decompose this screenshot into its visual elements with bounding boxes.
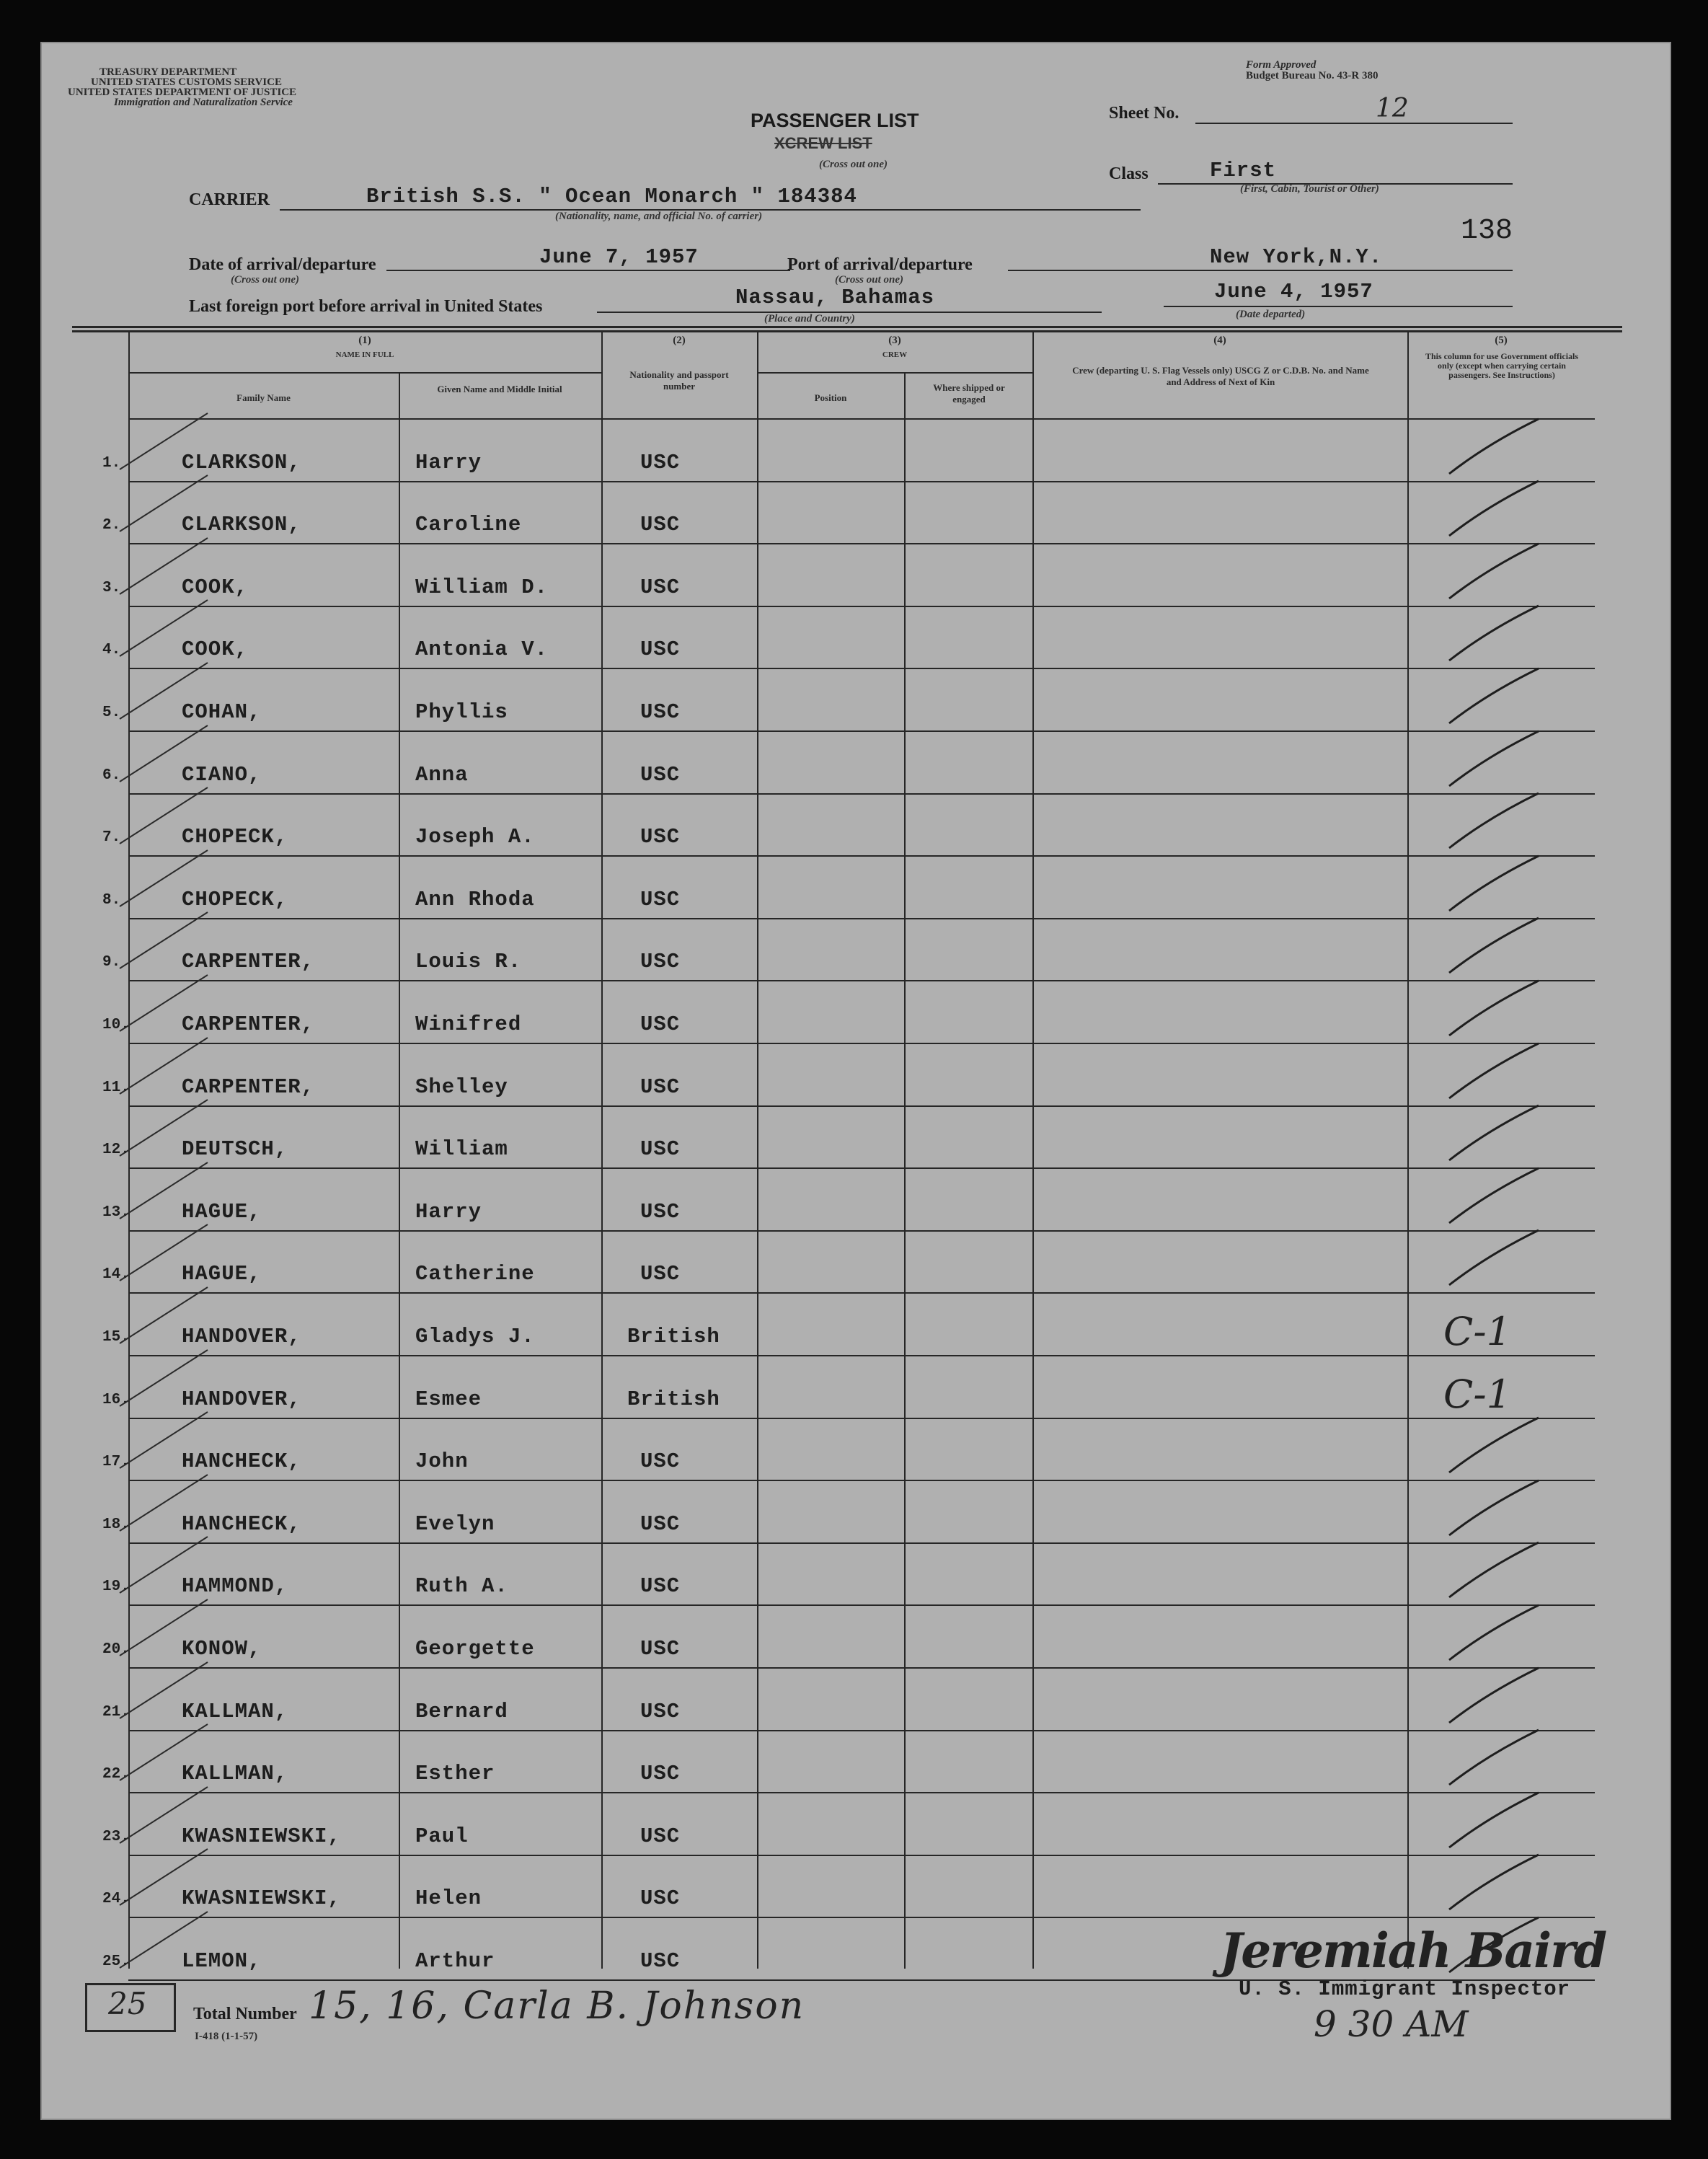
row-number: 24. [102, 1891, 130, 1907]
nationality: USC [640, 1574, 681, 1598]
row-number: 21. [102, 1704, 130, 1721]
nationality: USC [640, 1886, 681, 1910]
col2-title: Nationality and passport number [629, 369, 729, 392]
official-mark: C-1 [1443, 1372, 1511, 1417]
given-name: Winifred [415, 1012, 522, 1036]
total-value: 25 [108, 1986, 147, 2021]
row-check-mark [117, 1907, 211, 1972]
row-rule [128, 1730, 1595, 1731]
row-check-mark [117, 1595, 211, 1660]
family-name: HANDOVER, [182, 1387, 301, 1411]
agency-line-4: Immigration and Naturalization Service [114, 97, 293, 108]
family-name: CIANO, [182, 763, 262, 787]
arrival-label: Date of arrival/departure [189, 255, 376, 274]
col1-title: NAME IN FULL [335, 350, 394, 359]
row-rule [128, 1292, 1595, 1294]
family-name: HAMMOND, [182, 1574, 288, 1598]
row-rule [128, 730, 1595, 732]
last-port-value: Nassau, Bahamas [735, 286, 935, 309]
col1-number: (1) [358, 335, 371, 346]
given-name: Bernard [415, 1700, 508, 1723]
inspector-label: U. S. Immigrant Inspector [1239, 1977, 1571, 2001]
col5-title: This column for use Government officials only (except when carrying certain passengers. See Instructions) [1425, 351, 1579, 380]
given-name: Evelyn [415, 1512, 495, 1536]
nationality: USC [640, 1200, 681, 1224]
official-check-mark [1445, 976, 1546, 1041]
row-rule [128, 1105, 1595, 1107]
nationality: USC [640, 950, 681, 973]
given-name: Shelley [415, 1075, 508, 1099]
row-check-mark [117, 1532, 211, 1597]
row-number: 1. [102, 455, 121, 472]
official-check-mark [1445, 664, 1546, 729]
family-name: KALLMAN, [182, 1700, 288, 1723]
agency-line-3: UNITED STATES DEPARTMENT OF JUSTICE [68, 87, 297, 98]
given-name: Joseph A. [415, 825, 535, 849]
given-name: Harry [415, 1200, 482, 1224]
row-check-mark [117, 1470, 211, 1535]
carrier-label: CARRIER [189, 190, 270, 209]
last-port-label: Last foreign port before arrival in United States [189, 297, 543, 316]
row-check-mark [117, 971, 211, 1036]
crossed-crew-list: XCREW LIST [774, 134, 872, 152]
sheet-number: 12 [1376, 94, 1409, 123]
row-check-mark [117, 409, 211, 474]
official-check-mark [1445, 1164, 1546, 1229]
row-check-mark [117, 1033, 211, 1098]
nationality: USC [640, 763, 681, 787]
given-name: Louis R. [415, 950, 522, 973]
port-label: Port of arrival/departure [787, 255, 973, 274]
stamp-number: 138 [1461, 215, 1513, 247]
given-name: Helen [415, 1886, 482, 1910]
family-name: KWASNIEWSKI, [182, 1886, 341, 1910]
port-hint: (Cross out one) [835, 274, 904, 286]
row-number: 8. [102, 892, 121, 909]
family-name: CARPENTER, [182, 1075, 315, 1099]
row-check-mark [117, 1220, 211, 1285]
row-number: 2. [102, 517, 121, 534]
row-number: 20. [102, 1641, 130, 1658]
given-name: Antonia V. [415, 637, 549, 661]
row-rule [128, 481, 1595, 482]
nationality: USC [640, 575, 681, 599]
official-check-mark [1445, 789, 1546, 854]
official-check-mark [1445, 539, 1546, 604]
row-check-mark [117, 783, 211, 848]
family-name: KONOW, [182, 1637, 262, 1661]
nationality: USC [640, 1949, 681, 1973]
col3-position-header: Position [814, 392, 847, 403]
agency-line-2: UNITED STATES CUSTOMS SERVICE [91, 76, 282, 88]
official-check-mark [1445, 852, 1546, 917]
row-check-mark [117, 1720, 211, 1785]
row-number: 17. [102, 1454, 130, 1470]
arrival-value: June 7, 1957 [539, 245, 699, 269]
row-number: 15. [102, 1329, 130, 1346]
row-number: 12. [102, 1142, 130, 1158]
family-name: HAGUE, [182, 1200, 262, 1224]
sheet-label: Sheet No. [1109, 104, 1180, 123]
row-rule [128, 1604, 1595, 1606]
family-name: HANDOVER, [182, 1325, 301, 1348]
family-name: HANCHECK, [182, 1512, 301, 1536]
given-name: Phyllis [415, 700, 508, 724]
row-rule [128, 606, 1595, 607]
family-name: HAGUE, [182, 1262, 262, 1286]
row-number: 3. [102, 580, 121, 596]
col3-number: (3) [888, 335, 901, 346]
given-name: Esther [415, 1762, 495, 1785]
official-check-mark [1445, 1413, 1546, 1478]
given-name: Ann Rhoda [415, 888, 535, 911]
row-rule [128, 980, 1595, 981]
family-name: COOK, [182, 575, 249, 599]
official-check-mark [1445, 727, 1546, 792]
col4-number: (4) [1213, 335, 1226, 346]
row-number: 5. [102, 705, 121, 721]
nationality: USC [640, 1637, 681, 1661]
carrier-hint: (Nationality, name, and official No. of carrier) [555, 211, 763, 222]
handwritten-note: 15, 16, Carla B. Johnson [309, 1984, 805, 2028]
row-number: 11. [102, 1080, 130, 1096]
official-check-mark [1445, 1476, 1546, 1541]
nationality: British [627, 1325, 720, 1348]
row-number: 22. [102, 1766, 130, 1783]
given-name: William D. [415, 575, 549, 599]
nationality: USC [640, 1012, 681, 1036]
official-check-mark [1445, 1850, 1546, 1915]
row-rule [128, 918, 1595, 919]
official-check-mark [1445, 914, 1546, 979]
nationality: USC [640, 637, 681, 661]
official-check-mark [1445, 1538, 1546, 1603]
port-value: New York,N.Y. [1210, 245, 1383, 269]
row-number: 13. [102, 1204, 130, 1221]
row-check-mark [117, 721, 211, 786]
given-name: Arthur [415, 1949, 495, 1973]
given-name: Caroline [415, 513, 522, 537]
row-rule [128, 1230, 1595, 1232]
official-check-mark [1445, 1039, 1546, 1104]
class-value: First [1210, 159, 1277, 182]
form-number: I-418 (1-1-57) [195, 2031, 258, 2042]
given-name: Esmee [415, 1387, 482, 1411]
official-check-mark [1445, 601, 1546, 666]
family-name: CHOPECK, [182, 825, 288, 849]
nationality: USC [640, 1075, 681, 1099]
row-check-mark [117, 1095, 211, 1160]
class-label: Class [1109, 164, 1149, 183]
row-check-mark [117, 1283, 211, 1348]
row-number: 14. [102, 1266, 130, 1283]
nationality: USC [640, 1262, 681, 1286]
family-name: CLARKSON, [182, 513, 301, 537]
nationality: USC [640, 1512, 681, 1536]
row-check-mark [117, 534, 211, 599]
nationality: USC [640, 1824, 681, 1848]
row-rule [128, 1355, 1595, 1356]
row-number: 16. [102, 1392, 130, 1408]
row-number: 4. [102, 642, 121, 658]
given-name: William [415, 1137, 508, 1161]
inspector-signature: Jeremiah Baird [1220, 1922, 1606, 1979]
official-check-mark [1445, 1726, 1546, 1791]
given-name: Georgette [415, 1637, 535, 1661]
row-check-mark [117, 1408, 211, 1473]
row-rule [128, 1917, 1595, 1918]
row-number: 10. [102, 1017, 130, 1033]
row-rule [128, 1667, 1595, 1669]
col1-family-header: Family Name [236, 392, 291, 403]
row-number: 25. [102, 1953, 130, 1970]
row-rule [128, 668, 1595, 669]
given-name: John [415, 1449, 469, 1473]
row-rule [128, 793, 1595, 795]
date-departed-hint: (Date departed) [1236, 309, 1306, 320]
col3-where-header: Where shipped or engaged [933, 382, 1005, 405]
page-title: PASSENGER LIST [751, 110, 919, 131]
row-rule [128, 1043, 1595, 1044]
official-check-mark [1445, 1788, 1546, 1853]
family-name: COOK, [182, 637, 249, 661]
given-name: Gladys J. [415, 1325, 535, 1348]
nationality: British [627, 1387, 720, 1411]
family-name: CARPENTER, [182, 950, 315, 973]
total-label: Total Number [193, 2005, 297, 2023]
family-name: CHOPECK, [182, 888, 288, 911]
col5-number: (5) [1495, 335, 1508, 346]
row-check-mark [117, 596, 211, 661]
family-name: LEMON, [182, 1949, 262, 1973]
official-check-mark [1445, 1226, 1546, 1291]
date-departed-value: June 4, 1957 [1214, 280, 1373, 304]
row-rule [128, 855, 1595, 857]
cross-out-hint: (Cross out one) [819, 159, 888, 170]
row-rule [128, 543, 1595, 544]
agency-line-1: TREASURY DEPARTMENT [99, 66, 237, 78]
row-check-mark [117, 1346, 211, 1410]
family-name: CLARKSON, [182, 451, 301, 474]
col1-given-header: Given Name and Middle Initial [437, 384, 562, 394]
official-check-mark [1445, 1664, 1546, 1728]
row-number: 23. [102, 1829, 130, 1845]
family-name: CARPENTER, [182, 1012, 315, 1036]
col3-title: CREW [882, 350, 908, 359]
time-note: 9 30 AM [1314, 2003, 1469, 2045]
class-hint: (First, Cabin, Tourist or Other) [1240, 183, 1379, 195]
nationality: USC [640, 1449, 681, 1473]
nationality: USC [640, 1762, 681, 1785]
given-name: Catherine [415, 1262, 535, 1286]
nationality: USC [640, 1700, 681, 1723]
given-name: Harry [415, 451, 482, 474]
official-check-mark [1445, 1601, 1546, 1666]
official-check-mark [1445, 415, 1546, 480]
family-name: KALLMAN, [182, 1762, 288, 1785]
given-name: Anna [415, 763, 469, 787]
official-mark: C-1 [1443, 1309, 1511, 1354]
family-name: HANCHECK, [182, 1449, 301, 1473]
row-check-mark [117, 1783, 211, 1847]
row-number: 9. [102, 954, 121, 971]
arrival-hint: (Cross out one) [231, 274, 300, 286]
row-check-mark [117, 658, 211, 723]
row-rule [128, 1855, 1595, 1856]
row-check-mark [117, 1158, 211, 1223]
official-check-mark [1445, 1101, 1546, 1166]
given-name: Paul [415, 1824, 469, 1848]
row-check-mark [117, 1845, 211, 1909]
given-name: Ruth A. [415, 1574, 508, 1598]
row-number: 18. [102, 1516, 130, 1533]
form-approved: Form Approved [1246, 59, 1317, 71]
row-rule [128, 1542, 1595, 1544]
nationality: USC [640, 825, 681, 849]
nationality: USC [640, 513, 681, 537]
row-check-mark [117, 471, 211, 536]
row-number: 19. [102, 1579, 130, 1595]
official-check-mark [1445, 477, 1546, 542]
row-rule [128, 1792, 1595, 1793]
row-check-mark [117, 908, 211, 973]
budget-bureau: Budget Bureau No. 43-R 380 [1246, 70, 1379, 81]
row-rule [128, 1480, 1595, 1481]
carrier-value: British S.S. " Ocean Monarch " 184384 [366, 185, 857, 208]
row-rule [128, 1418, 1595, 1419]
row-check-mark [117, 846, 211, 911]
nationality: USC [640, 451, 681, 474]
row-rule [128, 1167, 1595, 1169]
row-number: 6. [102, 767, 121, 784]
col4-title: Crew (departing U. S. Flag Vessels only) USCG Z or C.D.B. No. and Name and Address of Next of Kin [1072, 365, 1369, 387]
family-name: COHAN, [182, 700, 262, 724]
nationality: USC [640, 700, 681, 724]
row-number: 7. [102, 829, 121, 846]
col2-number: (2) [673, 335, 686, 346]
passenger-list-sheet [40, 42, 1671, 2120]
nationality: USC [640, 1137, 681, 1161]
row-check-mark [117, 1658, 211, 1723]
nationality: USC [640, 888, 681, 911]
last-port-hint: (Place and Country) [764, 313, 855, 324]
family-name: DEUTSCH, [182, 1137, 288, 1161]
family-name: KWASNIEWSKI, [182, 1824, 341, 1848]
